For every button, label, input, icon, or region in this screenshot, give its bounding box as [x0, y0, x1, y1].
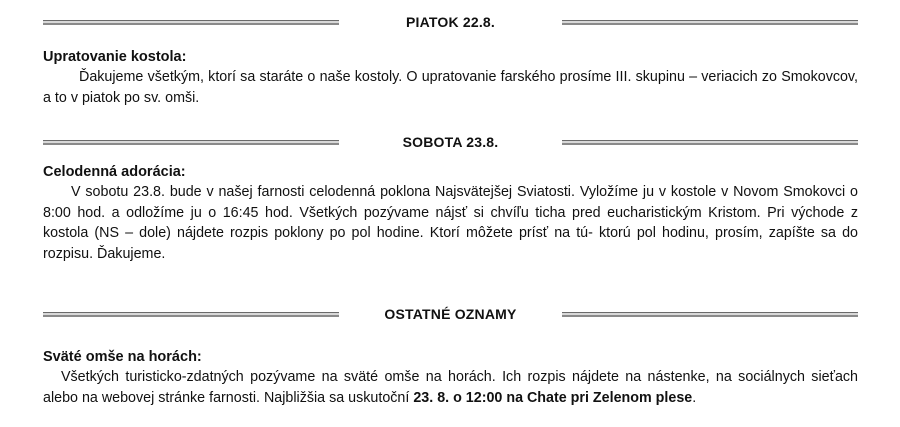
text-adoration: V sobotu 23.8. bude v našej farnosti celodenná poklona Najsvätejšej Sviatosti. Vyložíme ju v kostole v Novom Smokovci o 8:00 hod. a odložíme ju o 16:45 hod. Všetkých pozývame nájsť si chvíľu ticha pred eucharistickým Kristom. Pri východe z kostola (NS – dole) nájdete rozpis poklony po pol hodine. Ktorí môžete prísť na tú- ktorú pol hodinu, prosím, zapíšte sa do rozpisu. Ďakujeme.	[43, 184, 858, 262]
divider-rule-right	[562, 312, 858, 317]
section-divider-saturday	[43, 130, 858, 154]
section-title-friday: PIATOK 22.8.	[405, 14, 496, 30]
text-mountain-masses-highlight: 23. 8. o 12:00 na Chate pri Zelenom plese	[413, 389, 693, 406]
divider-rule-left	[43, 140, 339, 145]
section-divider-friday	[43, 10, 858, 34]
section-title-other: OSTATNÉ OZNAMY	[384, 306, 517, 322]
text-mountain-masses	[43, 367, 858, 408]
divider-rule-left	[43, 20, 339, 25]
heading-mountain-masses: Sväté omše na horách:	[43, 349, 202, 365]
divider-rule-right	[562, 20, 858, 25]
text-mountain-masses-after: .	[692, 389, 697, 406]
text-mountain-masses-before: Všetkých turisticko-zdatných pozývame na sväté omše na horách. Ich rozpis nájdete na nástenke, na sociálnych sieťach alebo na webovej stránke farnosti. Najbližšia sa uskutoční	[43, 369, 858, 406]
heading-church-cleaning: Upratovanie kostola:	[43, 49, 187, 65]
divider-rule-left	[43, 312, 339, 317]
heading-adoration: Celodenná adorácia:	[43, 164, 186, 180]
section-divider-other	[43, 302, 858, 326]
text-church-cleaning: Ďakujeme všetkým, ktorí sa staráte o naše kostoly. O upratovanie farského prosíme III. skupinu – veriacich zo Smokovcov, a to v piatok po sv. omši.	[43, 69, 858, 106]
section-title-saturday: SOBOTA 23.8.	[402, 134, 499, 150]
bulletin-page	[43, 0, 858, 408]
divider-rule-right	[562, 140, 858, 145]
